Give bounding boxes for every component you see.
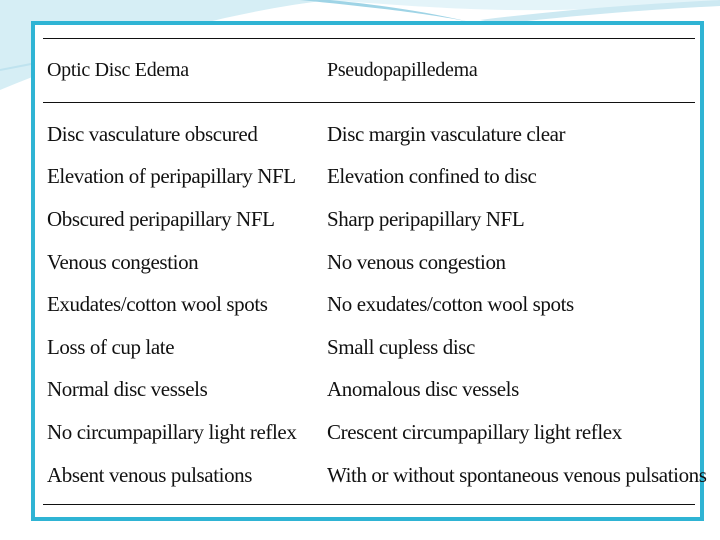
table-header-row: [43, 39, 695, 102]
cell-optic-disc-edema: Disc vasculature obscured: [47, 121, 258, 146]
table-row: [43, 326, 695, 369]
cell-optic-disc-edema: Obscured peripapillary NFL: [47, 206, 275, 231]
cell-optic-disc-edema: Absent venous pulsations: [47, 462, 253, 487]
table-row: [43, 241, 695, 284]
table-bottom-rule: [43, 504, 695, 505]
cell-pseudopapilledema: Disc margin vasculature clear: [327, 121, 566, 146]
cell-pseudopapilledema: Crescent circumpapillary light reflex: [327, 419, 622, 444]
table-row: [43, 369, 695, 412]
cell-optic-disc-edema: Exudates/cotton wool spots: [47, 292, 268, 317]
comparison-table: [43, 38, 707, 505]
cell-optic-disc-edema: Loss of cup late: [47, 334, 175, 359]
cell-pseudopapilledema: Sharp peripapillary NFL: [327, 206, 525, 231]
cell-pseudopapilledema: Anomalous disc vessels: [327, 377, 519, 402]
table-row: [43, 283, 695, 326]
cell-pseudopapilledema: No exudates/cotton wool spots: [327, 292, 574, 317]
table-row: [43, 113, 695, 156]
cell-optic-disc-edema: Elevation of peripapillary NFL: [47, 164, 296, 189]
cell-pseudopapilledema: Small cupless disc: [327, 334, 475, 359]
header-optic-disc-edema: Optic Disc Edema: [47, 59, 189, 81]
cell-optic-disc-edema: Normal disc vessels: [47, 377, 208, 402]
table-row: [43, 411, 695, 454]
table-row: [43, 454, 707, 497]
table-row: [43, 156, 695, 199]
cell-pseudopapilledema: With or without spontaneous venous pulsations: [327, 462, 707, 487]
table-row: [43, 198, 695, 241]
cell-pseudopapilledema: No venous congestion: [327, 249, 506, 274]
cell-pseudopapilledema: Elevation confined to disc: [327, 164, 537, 189]
table-body: [43, 103, 707, 504]
cell-optic-disc-edema: No circumpapillary light reflex: [47, 419, 297, 444]
cell-optic-disc-edema: Venous congestion: [47, 249, 199, 274]
header-pseudopapilledema: Pseudopapilledema: [327, 59, 478, 81]
slide-frame: [31, 21, 707, 521]
